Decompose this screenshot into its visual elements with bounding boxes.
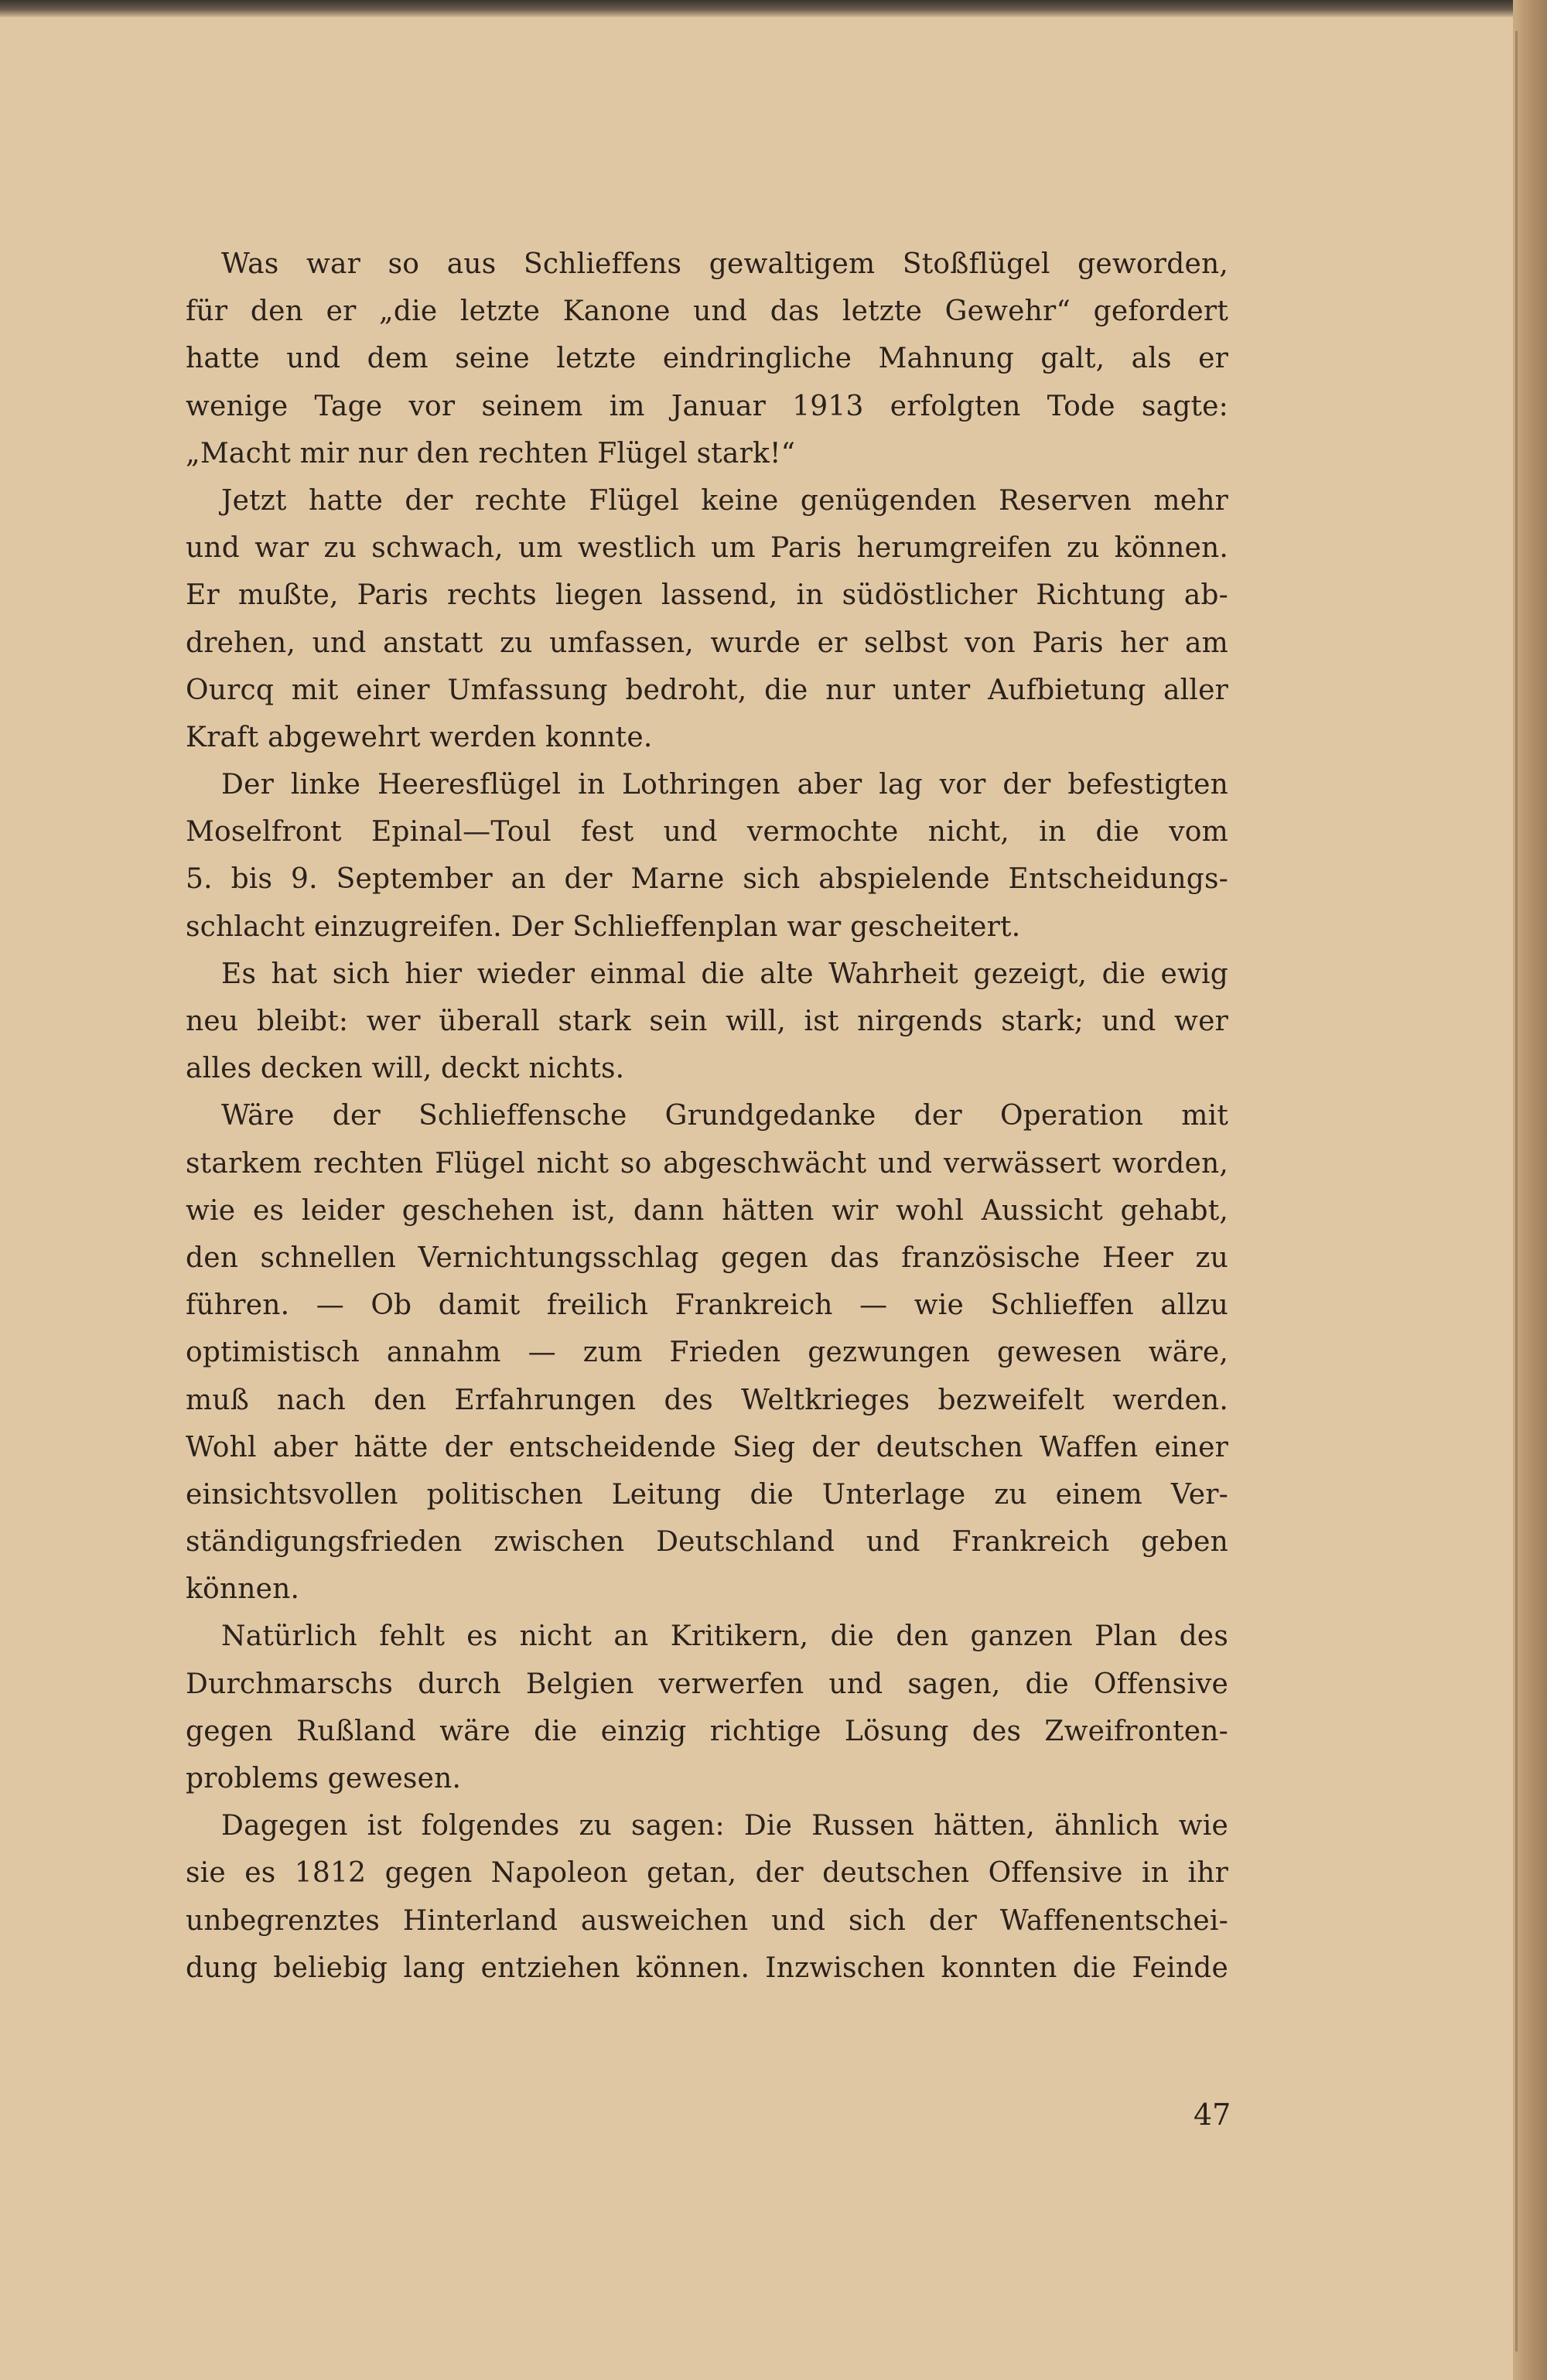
text-line: Dagegen ist folgendes zu sagen: Die Russen hätten, ähnlich wie	[221, 1810, 1228, 1842]
text-line: einsichtsvollen politischen Leitung die Unterlage zu einem Ver-	[186, 1478, 1228, 1511]
text-line: hatte und dem seine letzte eindringliche Mahnung galt, als er	[186, 343, 1228, 375]
text-line: können.	[186, 1573, 300, 1606]
text-line: Was war so aus Schlieffens gewaltigem Stoßflügel geworden,	[221, 248, 1228, 280]
text-line: Natürlich fehlt es nicht an Kritikern, die den ganzen Plan des	[221, 1620, 1228, 1653]
text-line: Der linke Heeresflügel in Lothringen aber lag vor der befestigten	[221, 769, 1228, 801]
text-line: wenige Tage vor seinem im Januar 1913 erfolgten Tode sagte:	[186, 390, 1228, 422]
text-line: dung beliebig lang entziehen können. Inzwischen konnten die Feinde	[186, 1951, 1228, 1984]
text-line: starkem rechten Flügel nicht so abgeschwächt und verwässert worden,	[186, 1147, 1228, 1180]
text-line: den schnellen Vernichtungsschlag gegen das französische Heer zu	[186, 1241, 1228, 1274]
scan-top-edge	[0, 0, 1547, 17]
text-line: unbegrenztes Hinterland ausweichen und sich der Waffenentschei-	[186, 1904, 1228, 1937]
text-line: 5. bis 9. September an der Marne sich abspielende Entscheidungs-	[186, 863, 1228, 896]
text-line: führen. — Ob damit freilich Frankreich — wie Schlieffen allzu	[186, 1289, 1228, 1322]
text-line: Es hat sich hier wieder einmal die alte Wahrheit gezeigt, die ewig	[221, 958, 1228, 990]
text-line: Moselfront Epinal—Toul fest und vermochte nicht, in die vom	[186, 816, 1228, 849]
binding-line	[1515, 31, 1518, 2351]
text-line: „Macht mir nur den rechten Flügel stark!“	[186, 437, 796, 470]
text-line: gegen Rußland wäre die einzig richtige Lösung des Zweifronten-	[186, 1715, 1228, 1747]
text-line: Ourcq mit einer Umfassung bedroht, die nur unter Aufbietung aller	[186, 674, 1228, 706]
text-line: ständigungsfrieden zwischen Deutschland und Frankreich geben	[186, 1526, 1228, 1559]
text-line: für den er „die letzte Kanone und das letzte Gewehr“ gefordert	[186, 295, 1228, 328]
text-line: Wäre der Schlieffensche Grundgedanke der Operation mit	[221, 1100, 1228, 1132]
text-line: drehen, und anstatt zu umfassen, wurde er selbst von Paris her am	[186, 627, 1228, 659]
text-line: Durchmarschs durch Belgien verwerfen und sagen, die Offensive	[186, 1668, 1228, 1700]
text-line: Er mußte, Paris rechts liegen lassend, in südöstlicher Richtung ab-	[186, 579, 1228, 612]
text-line: wie es leider geschehen ist, dann hätten wir wohl Aussicht gehabt,	[186, 1194, 1228, 1227]
text-line: muß nach den Erfahrungen des Weltkrieges bezweifelt werden.	[186, 1384, 1228, 1416]
page-number: 47	[1194, 2098, 1231, 2132]
text-line: Jetzt hatte der rechte Flügel keine genügenden Reserven mehr	[221, 484, 1228, 517]
text-line: optimistisch annahm — zum Frieden gezwungen gewesen wäre,	[186, 1337, 1228, 1369]
book-binding-edge	[1513, 0, 1547, 2380]
text-line: Wohl aber hätte der entscheidende Sieg der deutschen Waffen einer	[186, 1431, 1228, 1463]
body-text	[186, 241, 1228, 1992]
text-line: und war zu schwach, um westlich um Paris herumgreifen zu können.	[186, 532, 1228, 565]
text-line: problems gewesen.	[186, 1763, 462, 1794]
text-line: neu bleibt: wer überall stark sein will, ist nirgends stark; und wer	[186, 1006, 1228, 1037]
text-line: sie es 1812 gegen Napoleon getan, der deutschen Offensive in ihr	[186, 1857, 1228, 1890]
text-line: Kraft abgewehrt werden konnte.	[186, 721, 653, 753]
text-line: alles decken will, deckt nichts.	[186, 1053, 625, 1085]
text-line: schlacht einzugreifen. Der Schlieffenplan war gescheitert.	[186, 910, 1021, 943]
